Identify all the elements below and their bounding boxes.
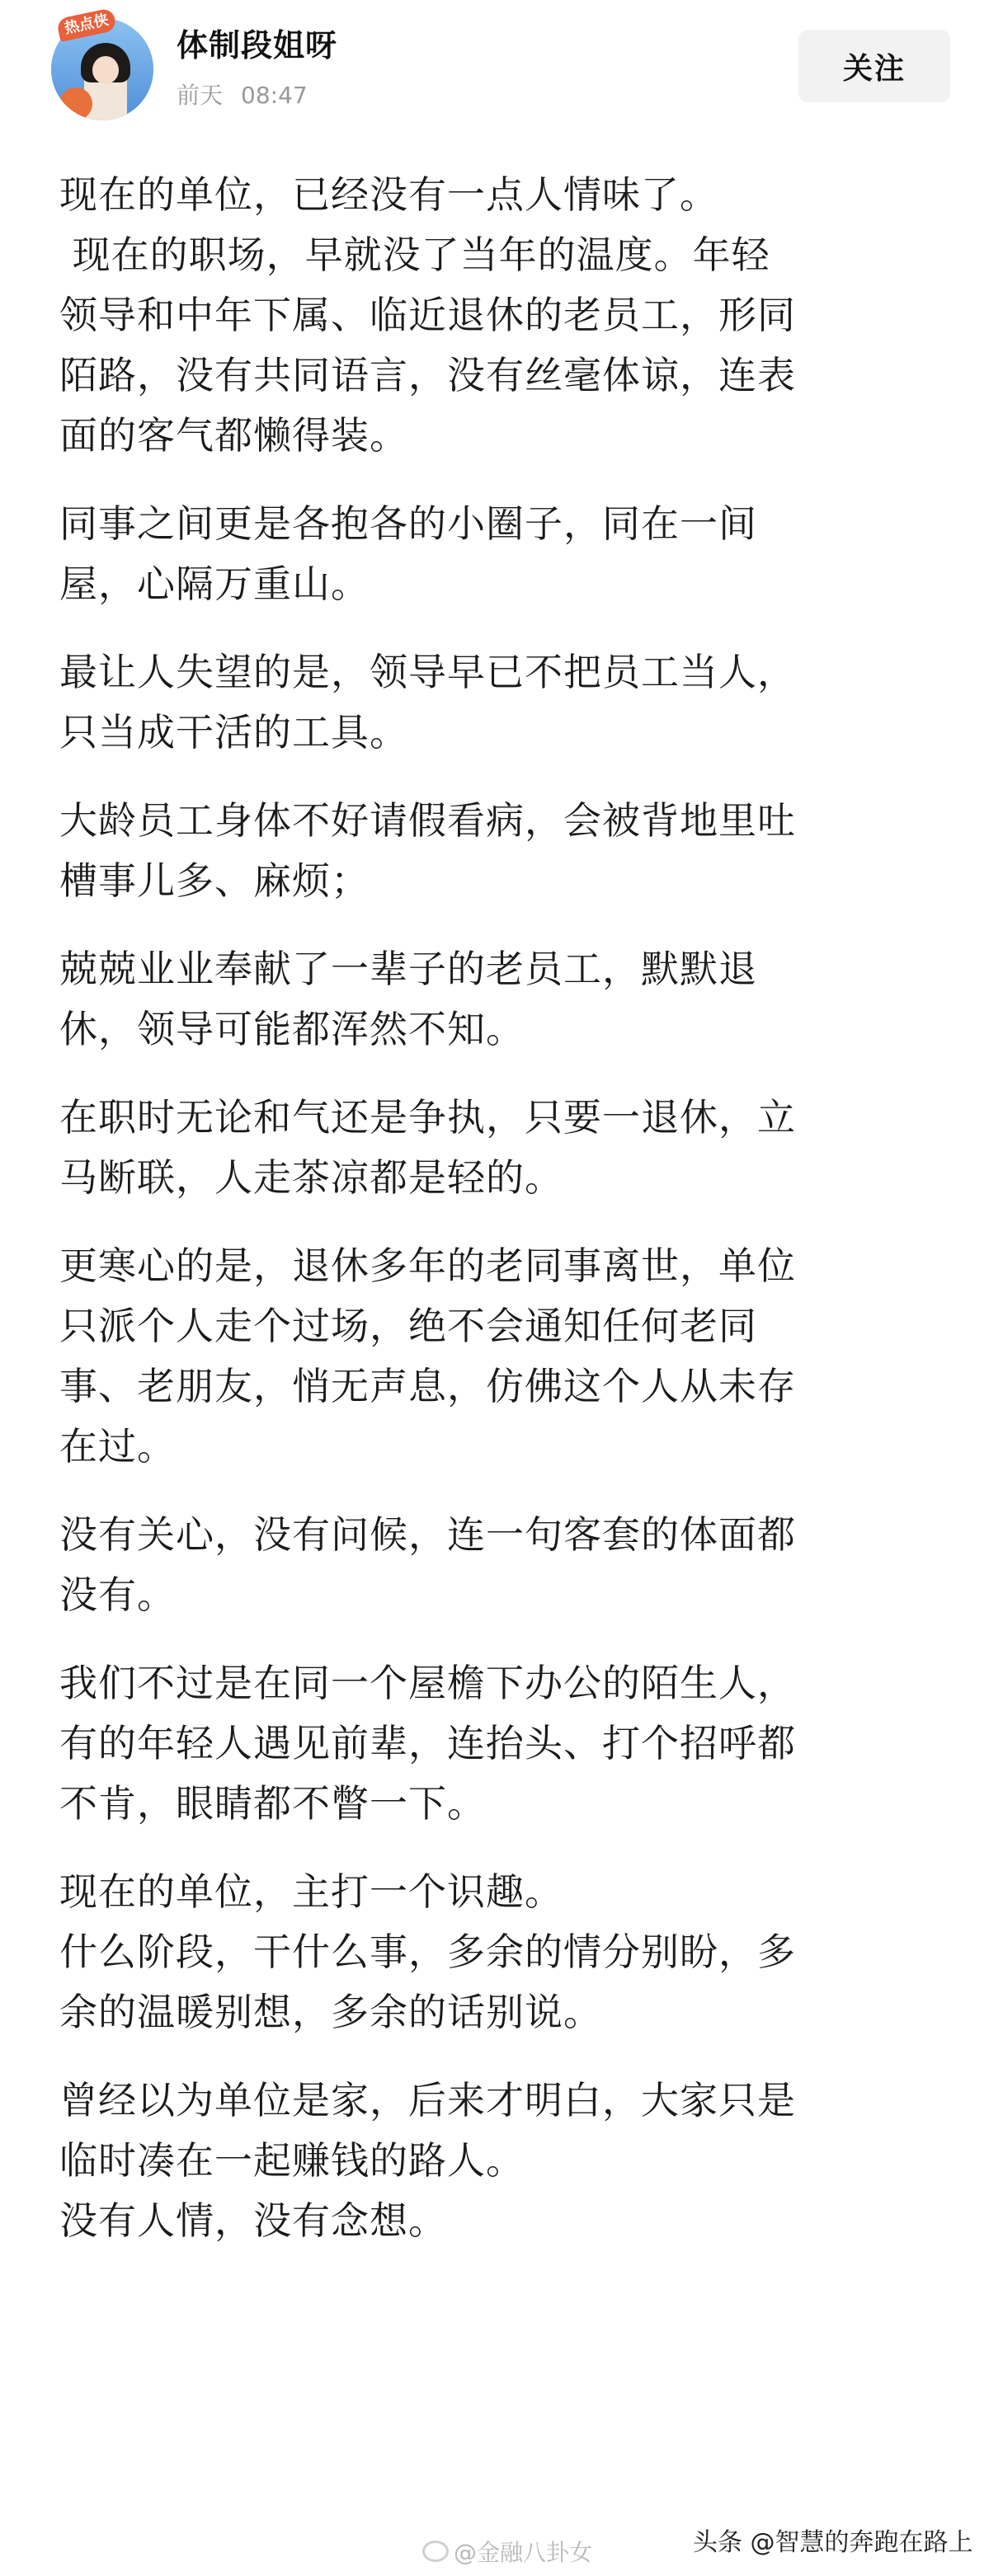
text-line: 大龄员工身体不好请假看病，会被背地里吐 bbox=[59, 798, 796, 843]
text-line: 没有人情，没有念想。 bbox=[59, 2198, 447, 2243]
text-line: 曾经以为单位是家，后来才明白，大家只是 bbox=[59, 2078, 796, 2122]
follow-button[interactable]: 关注 bbox=[798, 30, 950, 102]
text-line: 面的客气都懒得装。 bbox=[59, 413, 408, 458]
hot-badge: 热点侠 bbox=[56, 7, 117, 42]
text-line: 没有。 bbox=[59, 1572, 176, 1617]
paragraph bbox=[59, 165, 942, 466]
paragraph bbox=[59, 1088, 942, 1208]
text-line: 现在的职场，早就没了当年的温度。年轻 bbox=[59, 233, 770, 277]
text-line: 余的温暖别想，多余的话别说。 bbox=[59, 1990, 602, 2034]
text-line: 同事之间更是各抱各的小圈子，同在一间 bbox=[59, 501, 757, 546]
text-line: 槽事儿多、麻烦； bbox=[59, 858, 370, 903]
text-line: 只当成干活的工具。 bbox=[59, 710, 408, 754]
text-line: 领导和中年下属、临近退休的老员工，形同 bbox=[59, 293, 796, 337]
post-time: 08:47 bbox=[241, 82, 308, 109]
post-body bbox=[59, 165, 942, 2251]
text-line: 我们不过是在同一个屋檐下办公的陌生人， bbox=[59, 1661, 796, 1705]
paragraph bbox=[59, 1862, 942, 2042]
text-line: 屋，心隔万重山。 bbox=[59, 562, 370, 606]
weibo-watermark-text: @金融八卦女 bbox=[454, 2539, 593, 2566]
text-line: 有的年轻人遇见前辈，连抬头、打个招呼都 bbox=[59, 1721, 796, 1765]
text-line: 什么阶段，干什么事，多余的情分别盼，多 bbox=[59, 1930, 796, 1974]
text-line: 没有关心，没有问候，连一句客套的体面都 bbox=[59, 1512, 796, 1557]
paragraph bbox=[59, 1505, 942, 1625]
avatar-flower bbox=[59, 87, 92, 120]
weibo-watermark bbox=[422, 2538, 592, 2568]
text-line: 在过。 bbox=[59, 1424, 176, 1469]
avatar-face bbox=[92, 56, 119, 84]
text-line: 马断联，人走茶凉都是轻的。 bbox=[59, 1155, 563, 1200]
weibo-icon bbox=[422, 2541, 449, 2562]
text-line: 在职时无论和气还是争执，只要一退休，立 bbox=[59, 1095, 796, 1140]
paragraph bbox=[59, 494, 942, 614]
text-line: 不肯，眼睛都不瞥一下。 bbox=[59, 1781, 486, 1826]
text-line: 事、老朋友，悄无声息，仿佛这个人从未存 bbox=[59, 1364, 796, 1408]
paragraph bbox=[59, 939, 942, 1060]
paragraph bbox=[59, 791, 942, 911]
toutiao-watermark: 头条 @智慧的奔跑在路上 bbox=[693, 2528, 973, 2557]
post-date: 前天 bbox=[177, 82, 224, 109]
post-meta bbox=[177, 81, 326, 110]
text-line: 只派个人走个过场，绝不会通知任何老同 bbox=[59, 1304, 757, 1348]
paragraph bbox=[59, 1653, 942, 1834]
paragraph bbox=[59, 1236, 942, 1477]
text-line: 现在的单位，已经没有一点人情味了。 bbox=[59, 172, 718, 217]
text-line: 最让人失望的是，领导早已不把员工当人， bbox=[59, 650, 796, 694]
text-line: 休，领导可能都浑然不知。 bbox=[59, 1007, 525, 1051]
author-name[interactable]: 体制段姐呀 bbox=[177, 27, 338, 63]
paragraph bbox=[59, 2071, 942, 2251]
paragraph bbox=[59, 642, 942, 763]
text-line: 临时凑在一起赚钱的路人。 bbox=[59, 2138, 525, 2183]
text-line: 兢兢业业奉献了一辈子的老员工，默默退 bbox=[59, 947, 757, 991]
post-header bbox=[0, 0, 1003, 140]
text-line: 更寒心的是，退休多年的老同事离世，单位 bbox=[59, 1243, 796, 1288]
text-line: 现在的单位，主打一个识趣。 bbox=[59, 1869, 563, 1914]
text-line: 陌路，没有共同语言，没有丝毫体谅，连表 bbox=[59, 353, 796, 397]
